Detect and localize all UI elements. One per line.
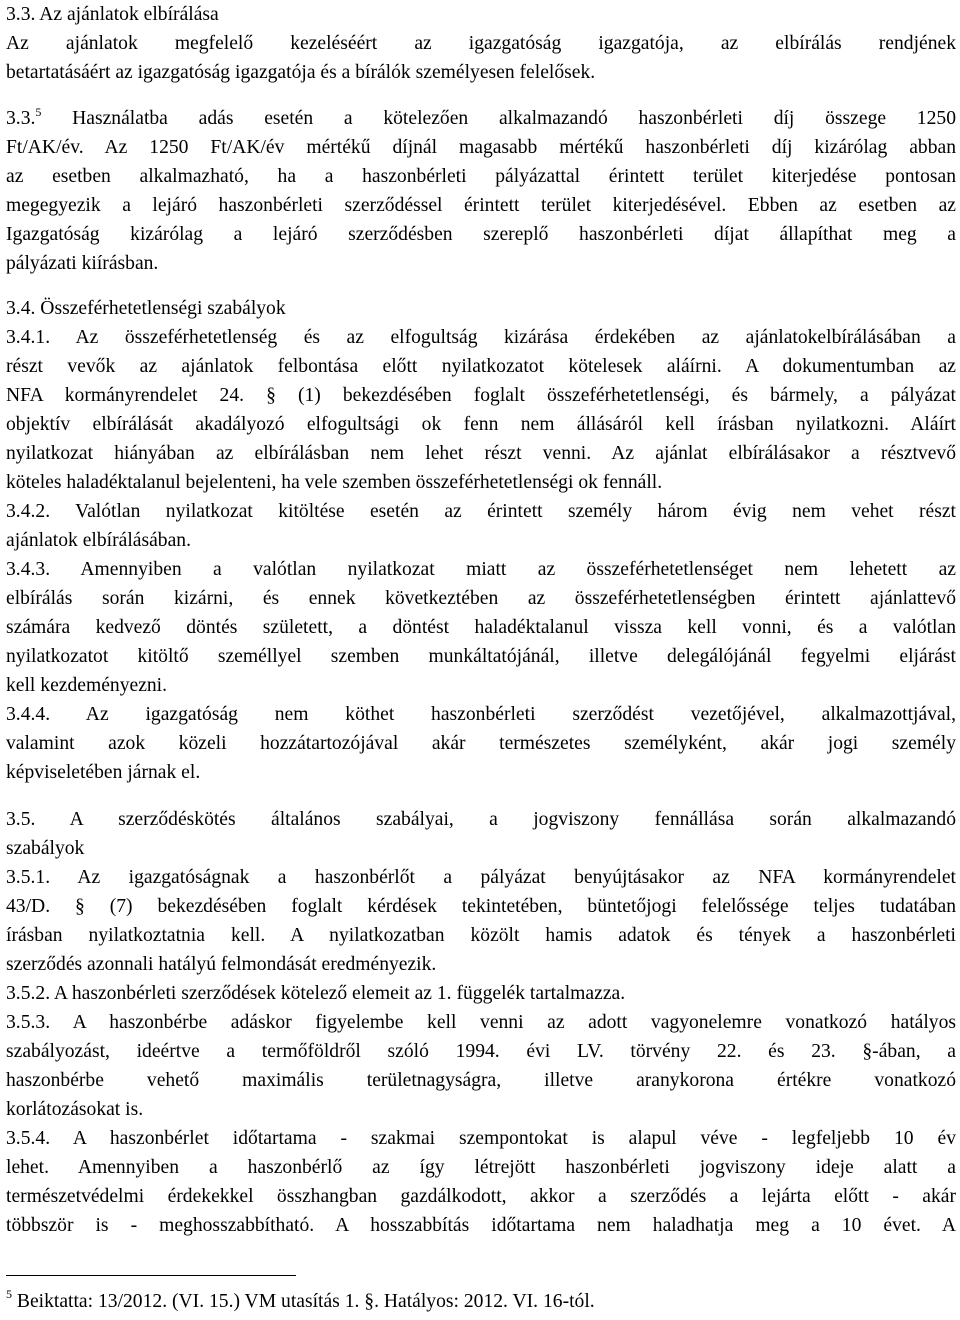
paragraph-line: 3.4.4. Az igazgatóság nem köthet haszonbérleti szerződést vezetőjével, alkalmazottjával,	[6, 704, 956, 725]
paragraph-line: megegyezik a lejáró haszonbérleti szerződéssel érintett terület kiterjedésével. Ebben az esetben az	[6, 195, 956, 216]
paragraph-line: 3.5.2. A haszonbérleti szerződések kötelező elemeit az 1. függelék tartalmazza.	[6, 983, 626, 1004]
paragraph-line: objektív elbírálását akadályozó elfogultsági ok fenn nem állásáról kell írásban nyilatkozni. Aláírt	[6, 414, 956, 435]
paragraph-line: betartatásáért az igazgatóság igazgatója és a bírálók személyesen felelősek.	[6, 62, 596, 83]
paragraph-line: NFA kormányrendelet 24. § (1) bekezdésében foglalt összeférhetetlenségi, és bármely, a pályázat	[6, 385, 956, 406]
footnote-reference: 5	[35, 105, 42, 119]
paragraph-line: korlátozásokat is.	[6, 1099, 144, 1120]
footnote-mark: 5	[6, 1287, 12, 1301]
paragraph-line: 43/D. § (7) bekezdésében foglalt kérdések tekintetében, büntetőjogi felelőssége teljes tudatában	[6, 896, 956, 917]
paragraph-line: 3.4.2. Valótlan nyilatkozat kitöltése esetén az érintett személy három évig nem vehet részt	[6, 501, 956, 522]
paragraph-line: 3.5.1. Az igazgatóságnak a haszonbérlőt a pályázat benyújtásakor az NFA kormányrendelet	[6, 867, 956, 888]
paragraph-line: írásban nyilatkoztatnia kell. A nyilatkozatban közölt hamis adatok és tények a haszonbérleti	[6, 925, 956, 946]
paragraph-line: szabályozást, ideértve a termőföldről szóló 1994. évi LV. törvény 22. és 23. §-ában, a	[6, 1041, 956, 1062]
paragraph-line: elbírálás során kizárni, és ennek következtében az összeférhetetlenségben érintett ajánlattevő	[6, 588, 956, 609]
footnote-separator	[6, 1275, 296, 1276]
paragraph-line: pályázati kiírásban.	[6, 253, 159, 274]
paragraph-line: lehet. Amennyiben a haszonbérlő az így létrejött haszonbérleti jogviszony ideje alatt a	[6, 1157, 956, 1178]
section-heading-3-3: 3.3. Az ajánlatok elbírálása	[6, 4, 219, 25]
section-number: 3.3.	[6, 108, 36, 129]
paragraph-line: Igazgatóság kizárólag a lejáró szerződésben szereplő haszonbérleti díjat állapíthat meg a	[6, 224, 956, 245]
paragraph-line: képviseletében járnak el.	[6, 762, 201, 783]
section-3-3-5-line: 3.3.$^5$ Használatba adás esetén a kötelezően alkalmazandó haszonbérleti díj összege 1250	[6, 105, 956, 129]
paragraph-line: nyilatkozatot kitöltő személlyel szemben munkáltatójánál, illetve delegálójánál fegyelmi eljárást	[6, 646, 956, 667]
paragraph-line: számára kedvező döntés született, a döntést haladéktalanul vissza kell vonni, és a valótlan	[6, 617, 956, 638]
paragraph-line: 3.5.3. A haszonbérbe adáskor figyelembe kell venni az adott vagyonelemre vonatkozó hatályos	[6, 1012, 956, 1033]
section-heading-3-5-cont: szabályok	[6, 838, 85, 859]
paragraph-line: haszonbérbe vehető maximális területnagyságra, illetve aranykorona értékre vonatkozó	[6, 1070, 956, 1091]
paragraph-line: szerződés azonnali hatályú felmondását eredményezik.	[6, 954, 437, 975]
paragraph-line: az esetben alkalmazható, ha a haszonbérleti pályázattal érintett terület kiterjedése pontosan	[6, 166, 956, 187]
footnote-text: Beiktatta: 13/2012. (VI. 15.) VM utasítás 1. §. Hatályos: 2012. VI. 16-tól.	[12, 1291, 595, 1312]
paragraph-line: 3.5.4. A haszonbérlet időtartama - szakmai szempontokat is alapul véve - legfeljebb 10 év	[6, 1128, 956, 1149]
paragraph-line: többször is - meghosszabbítható. A hosszabbítás időtartama nem haladhatja meg a 10 évet. A	[6, 1215, 956, 1236]
paragraph-line: köteles haladéktalanul bejelenteni, ha vele szemben összeférhetetlenségi ok fennáll.	[6, 472, 663, 493]
paragraph-line: természetvédelmi érdekekkel összhangban gazdálkodott, akkor a szerződés a lejárta előtt - akár	[6, 1186, 956, 1207]
paragraph-line: kell kezdeményezni.	[6, 675, 168, 696]
paragraph-line: 3.4.1. Az összeférhetetlenség és az elfogultság kizárása érdekében az ajánlatokelbírálásában a	[6, 327, 956, 348]
paragraph-line: részt vevők az ajánlatok felbontása előtt nyilatkozatot kötelesek aláírni. A dokumentumban az	[6, 356, 956, 377]
paragraph-line: nyilatkozat hiányában az elbírálásban nem lehet részt venni. Az ajánlat elbírálásakor a résztvevő	[6, 443, 956, 464]
section-heading-3-5: 3.5. A szerződéskötés általános szabályai, a jogviszony fennállása során alkalmazandó	[6, 809, 956, 830]
paragraph-line: valamint azok közeli hozzátartozójával akár természetes személyként, akár jogi személy	[6, 733, 956, 754]
paragraph-line: 3.4.3. Amennyiben a valótlan nyilatkozat miatt az összeférhetetlenséget nem lehetett az	[6, 559, 956, 580]
section-heading-3-4: 3.4. Összeférhetetlenségi szabályok	[6, 298, 286, 319]
paragraph-line: ajánlatok elbírálásában.	[6, 530, 191, 551]
paragraph-line: Az ajánlatok megfelelő kezeléséért az igazgatóság igazgatója, az elbírálás rendjének	[6, 33, 956, 54]
footnote	[6, 1287, 595, 1317]
paragraph-line: Ft/AK/év. Az 1250 Ft/AK/év mértékű díjnál magasabb mértékű haszonbérleti díj kizárólag abban	[6, 137, 956, 158]
